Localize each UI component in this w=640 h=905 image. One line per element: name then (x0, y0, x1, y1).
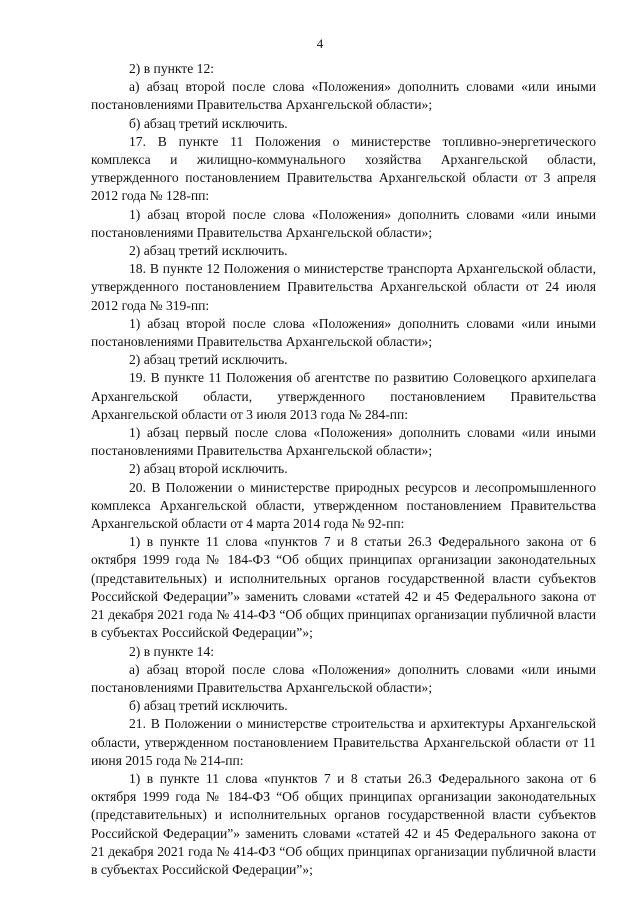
page-number: 4 (316, 36, 324, 51)
paragraph: 2) в пункте 12: (129, 61, 215, 76)
paragraph: 2) абзац второй исключить. (129, 461, 288, 477)
paragraph: 19. В пункте 11 Положения об агентстве по развитию Соловецкого архипелага Архангельской области, утвержденного постановлением Правительства Архангельской области от 3 июля 2013 года № 284-пп: (91, 370, 596, 422)
paragraph: 1) в пункте 11 слова «пунктов 7 и 8 статьи 26.3 Федерального закона от 6 октября 1999 года № 184-ФЗ “Об общих принципах организации законодательных (представительных) и исполнительных органов государственной власти субъектов Российской Федерации”» заменить словами «статей 42 и 45 Федерального закона от 21 декабря 2021 года № 414-ФЗ “Об общих принципах организации публичной власти в субъектах Российской Федерации”»; (91, 534, 596, 641)
paragraph: а) абзац второй после слова «Положения» дополнить словами «или иными постановлениями Правительства Архангельской области»; (91, 661, 596, 695)
paragraph: 1) абзац второй после слова «Положения» дополнить словами «или иными постановлениями Правительства Архангельской области»; (91, 315, 596, 350)
paragraph: 1) в пункте 11 слова «пунктов 7 и 8 статьи 26.3 Федерального закона от 6 октября 1999 года № 184-ФЗ “Об общих принципах организации законодательных (представительных) и исполнительных органов государственной власти субъектов Российской Федерации”» заменить словами «статей 42 и 45 Федерального закона от 21 декабря 2021 года № 414-ФЗ “Об общих принципах организации публичной власти в субъектах Российской Федерации”»; (91, 770, 596, 877)
paragraph: 21. В Положении о министерстве строительства и архитектуры Архангельской области, утвержденном постановлением Правительства Архангельской области от 11 июня 2015 года № 214-пп: (91, 716, 596, 768)
paragraph: 1) абзац второй после слова «Положения» дополнить словами «или иными постановлениями Правительства Архангельской области»; (91, 206, 596, 240)
paragraph: 17. В пункте 11 Положения о министерстве топливно-энергетического комплекса и жилищно-коммунального хозяйства Архангельской области, утвержденного постановлением Правительства Архангельской области от 3 апреля 2012 года № 128-пп: (91, 133, 596, 204)
paragraph: 2) в пункте 14: (129, 643, 215, 659)
paragraph: 1) абзац первый после слова «Положения» дополнить словами «или иными постановлениями Правительства Архангельской области»; (91, 425, 596, 459)
paragraph: 2) абзац третий исключить. (129, 352, 288, 368)
paragraph: 18. В пункте 12 Положения о министерстве транспорта Архангельской области, утвержденного постановлением Правительства Архангельской области от 24 июля 2012 года № 319-пп: (91, 261, 596, 313)
document-body (91, 60, 596, 879)
paragraph: а) абзац второй после слова «Положения» дополнить словами «или иными постановлениями Правительства Архангельской области»; (91, 79, 596, 113)
paragraph: б) абзац третий исключить. (129, 115, 288, 131)
paragraph: 20. В Положении о министерстве природных ресурсов и лесопромышленного комплекса Архангельской области, утвержденном постановлением Правительства Архангельской области от 4 марта 2014 года № 92-пп: (91, 479, 596, 532)
paragraph: 2) абзац третий исключить. (129, 243, 288, 259)
paragraph: б) абзац третий исключить. (129, 698, 288, 714)
